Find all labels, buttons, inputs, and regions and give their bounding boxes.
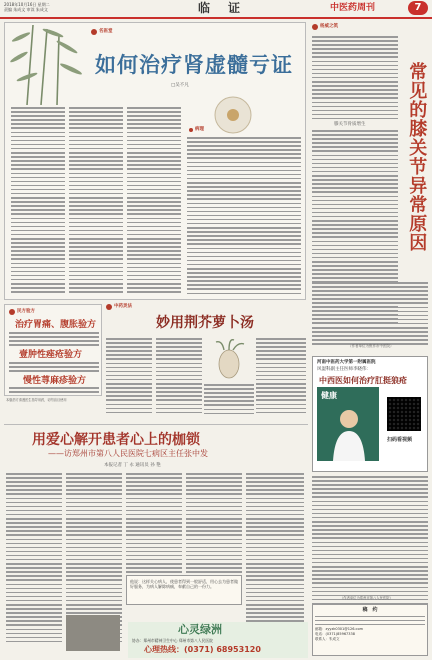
notice-body xyxy=(315,616,425,626)
header-info xyxy=(4,2,50,13)
right-column-author: （作者单位为焦作市中医院） xyxy=(348,344,394,348)
herbal-article-col2 xyxy=(156,338,202,413)
herbal-article-col1 xyxy=(106,338,152,413)
main-article-tag: 名医堂 xyxy=(91,29,113,35)
ad-block xyxy=(312,356,428,472)
interview-quote-box xyxy=(126,575,242,605)
main-article-col3 xyxy=(127,107,181,293)
main-article-col2 xyxy=(69,107,123,293)
right-column-mid-label: 膝关节骨质增生 xyxy=(334,122,366,127)
main-article-subtag: 病理 xyxy=(189,127,204,133)
folk-remedies-footer: 本版药方请遵医生指导用药，切勿盲目使用 xyxy=(6,398,67,402)
doctor-portrait xyxy=(331,405,367,461)
folk-remedies-tag: 民方验方 xyxy=(9,309,35,315)
herbal-article xyxy=(104,304,308,420)
ad-badge: 健康 xyxy=(321,391,337,400)
folk-remedy-text-3 xyxy=(9,387,99,393)
notice-line-3: 联系人：朱成文 xyxy=(315,636,340,641)
main-article xyxy=(4,22,306,300)
right-column-vertical-title: 常见的膝关节异常原因 xyxy=(406,62,428,252)
ad-headline: 中西医如何治疗肛挺狼疮 xyxy=(319,375,407,385)
main-article-col1 xyxy=(11,107,65,293)
folk-remedy-text-1 xyxy=(9,332,99,346)
banner-sponsor: 协办：郑州市精神卫生中心 郑州市第八人民医院 xyxy=(132,638,213,643)
bamboo-illustration xyxy=(7,25,89,105)
right-column-tag: 杨威之筑 xyxy=(312,24,338,30)
interview-photo xyxy=(66,615,120,651)
radish-illustration xyxy=(204,338,254,382)
notice-title: 稿 约 xyxy=(362,607,378,613)
tag-dot-icon xyxy=(91,29,97,35)
header-rule xyxy=(0,17,432,19)
ad-photo xyxy=(317,387,379,461)
folk-remedies xyxy=(4,304,102,396)
page-number: 7 xyxy=(408,1,428,15)
right-column-body-lower xyxy=(312,282,428,345)
editor-line: 责编 朱成文 审读 朱成文 xyxy=(4,7,48,13)
notice-box xyxy=(312,604,428,656)
qr-code[interactable] xyxy=(387,397,421,431)
qr-caption: 扫码看视频 xyxy=(387,437,413,443)
interview-col1 xyxy=(6,473,62,642)
folk-remedy-title-3: 慢性荨麻疹验方 xyxy=(23,376,87,386)
section-title: 临 证 xyxy=(198,1,244,15)
right-column-top-text xyxy=(312,36,398,119)
interview-subheadline: ——访郑州市第八人民医院七病区主任张中发 xyxy=(48,449,208,458)
subtag-dot-icon xyxy=(189,128,193,132)
ad-top-line-2: 风湿科副主任医师李晓伟： xyxy=(317,367,371,372)
notice-line-1: 邮箱：zyyzk0301@126.com xyxy=(315,627,364,632)
bottom-banner xyxy=(128,622,308,658)
interview-col5 xyxy=(246,473,304,642)
folk-remedy-title-2: 壹肿性痤疮验方 xyxy=(19,350,83,360)
interview-quote-text: 他说：这样关心病人，使患者得到一般舒适，用心去为患者做好服务，为病人解除病痛，奉献自己的一份力。 xyxy=(130,579,238,590)
right-lower-text xyxy=(312,476,428,604)
folk-remedy-text-2 xyxy=(9,362,99,372)
herbal-article-col3 xyxy=(256,338,306,413)
herbal-tag-dot-icon xyxy=(106,304,112,310)
folk-tag-dot-icon xyxy=(9,309,15,315)
main-article-byline: □吴不凡 xyxy=(171,83,189,88)
paper-name: 中医药周刊 xyxy=(330,3,376,13)
banner-title: 心灵绿洲 xyxy=(178,623,222,636)
banner-hotline: 心理热线：(0371) 68953120 xyxy=(144,645,261,654)
right-column xyxy=(312,22,428,352)
ad-top-line-1: 河南中医药大学第一附属医院 xyxy=(317,360,376,365)
herbal-article-bottom xyxy=(204,384,254,414)
interview-byline: 本报记者 丁 永 通讯员 孙 艳 xyxy=(104,463,161,468)
herbal-article-tag: 中药灵法 xyxy=(106,304,132,310)
main-article-title: 如何治疗肾虚髓亏证 xyxy=(95,52,293,77)
main-article-col4 xyxy=(187,137,301,294)
interview-headline: 用爱心解开患者心上的枷锁 xyxy=(32,432,200,448)
folk-remedy-title-1: 治疗胃痛、腹胀验方 xyxy=(15,320,97,330)
right-tag-dot-icon xyxy=(312,24,318,30)
flower-illustration xyxy=(213,95,253,135)
photo-caption: （作者单位为郑州市第八人民医院） xyxy=(340,596,393,600)
herbal-article-title: 妙用荆芥萝卜汤 xyxy=(156,315,254,331)
notice-line-2: 电话：(0371)85967338 xyxy=(315,632,355,637)
date-line: 2018年10月16日 星期二 xyxy=(4,2,50,7)
